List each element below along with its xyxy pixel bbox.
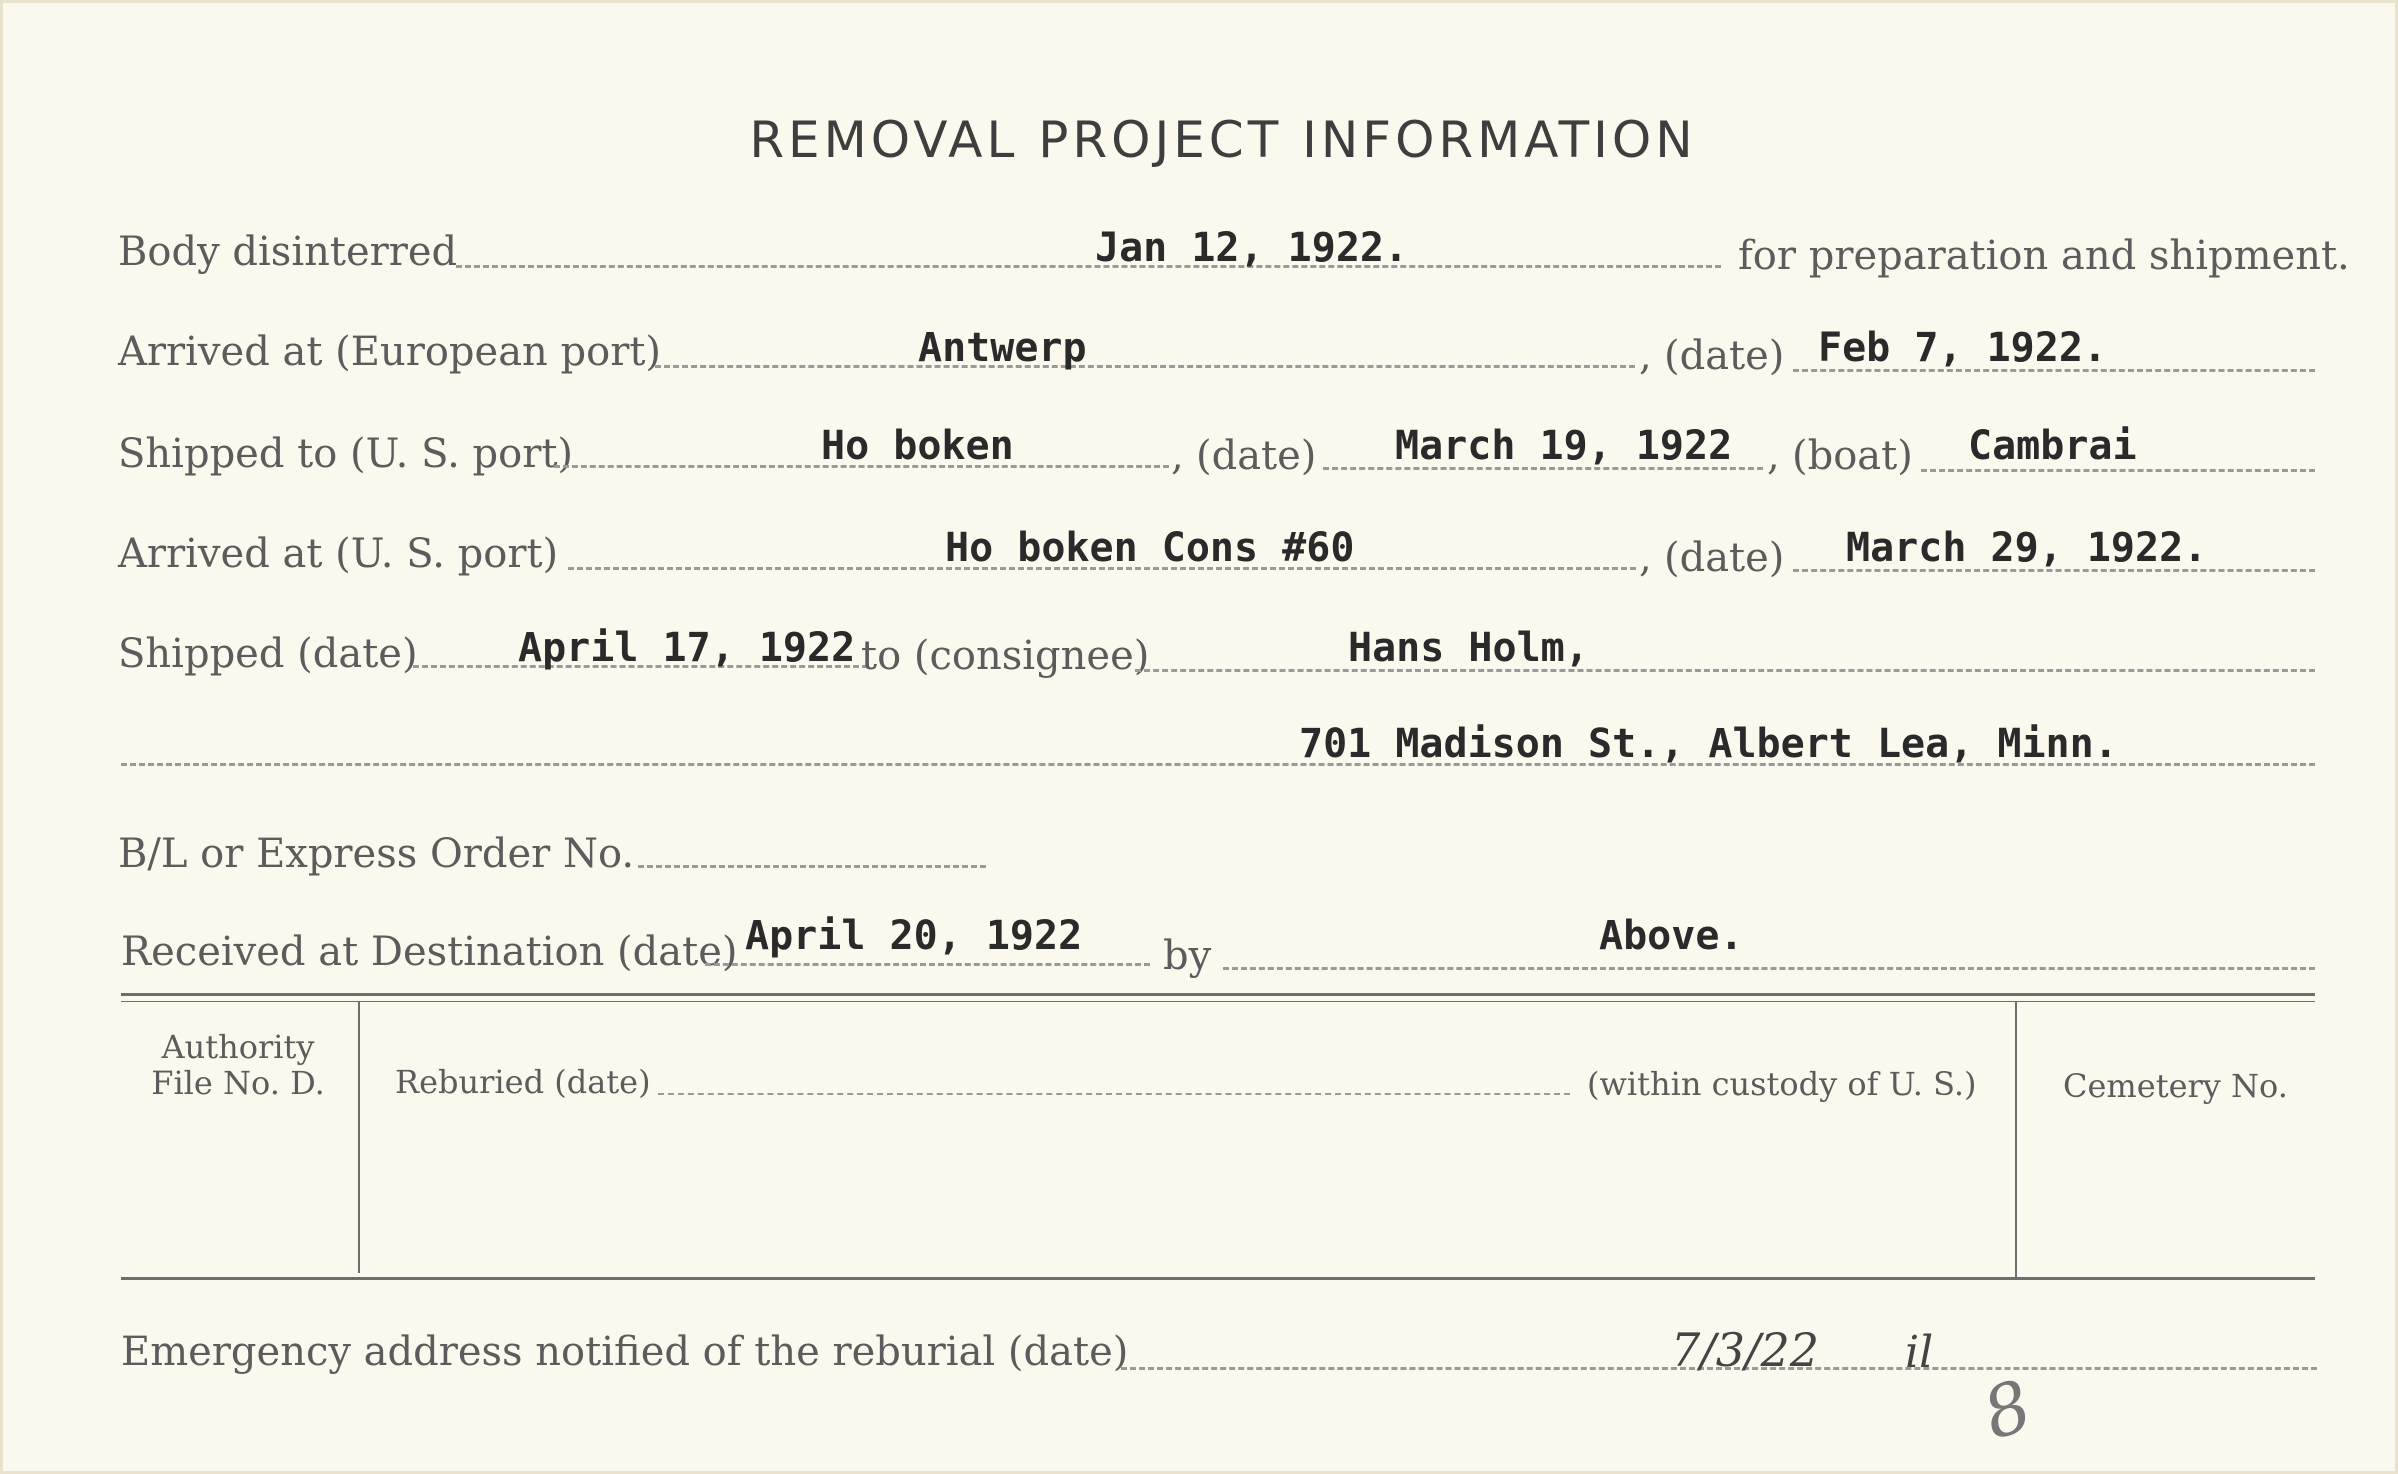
label-date: (date) <box>1664 535 1785 581</box>
comma: , <box>1639 535 1652 581</box>
label-date: (date) <box>1196 433 1317 479</box>
label-emergency: Emergency address notified of the reburial (date) <box>121 1329 1129 1375</box>
value-shipped-date: March 19, 1922 <box>1395 423 1733 469</box>
label-date: (date) <box>1664 333 1785 379</box>
label-to-consignee: to (consignee) <box>861 633 1150 679</box>
value-emergency-date: 7/3/22 <box>1671 1323 1820 1377</box>
divider-vertical-right <box>2015 1001 2017 1279</box>
divider-bottom <box>121 1277 2315 1280</box>
value-arrived-date: March 29, 1922. <box>1846 525 2208 571</box>
label-bl-order: B/L or Express Order No. <box>118 831 635 877</box>
divider-top <box>121 993 2315 996</box>
dotted-line <box>638 865 986 868</box>
label-authority-file: Authority File No. D. <box>151 1028 325 1102</box>
dotted-line <box>456 265 1721 268</box>
card-title: REMOVAL PROJECT INFORMATION <box>749 111 1697 169</box>
label-boat: (boat) <box>1792 433 1913 479</box>
value-received-by: Above. <box>1599 913 1744 959</box>
label-shipped-date: Shipped (date) <box>118 631 418 677</box>
label-cemetery-no: Cemetery No. <box>2063 1067 2288 1105</box>
divider-top-thin <box>121 1001 2315 1002</box>
value-shipped-consignee-date: April 17, 1922 <box>518 625 856 671</box>
label-shipped-to: Shipped to (U. S. port) <box>118 431 573 477</box>
dotted-line <box>1223 967 2315 970</box>
value-received-date: April 20, 1922 <box>745 913 1083 959</box>
dotted-line <box>1921 469 2315 472</box>
value-consignee: Hans Holm, <box>1348 625 1589 671</box>
handwritten-mark: 8 <box>1973 1364 2042 1456</box>
label-received-dest: Received at Destination (date) <box>121 929 738 975</box>
comma: , <box>1171 433 1184 479</box>
comma: , <box>1767 433 1780 479</box>
dotted-line <box>1135 669 2315 672</box>
label-within-custody: (within custody of U. S.) <box>1587 1065 1977 1103</box>
value-us-port-shipped: Ho boken <box>821 423 1014 469</box>
label-arrived-european: Arrived at (European port) <box>118 329 662 375</box>
dotted-line <box>655 365 1635 368</box>
value-us-port-arrived: Ho boken Cons #60 <box>945 525 1355 571</box>
dotted-line <box>658 1093 1570 1095</box>
label-by: by <box>1163 933 1212 979</box>
label-reburied: Reburied (date) <box>395 1063 651 1101</box>
value-consignee-address: 701 Madison St., Albert Lea, Minn. <box>1299 721 2118 767</box>
dotted-line <box>705 963 1150 966</box>
value-disinterred-date: Jan 12, 1922. <box>1095 225 1409 271</box>
label-body-disinterred: Body disinterred <box>118 229 458 275</box>
comma: , <box>1639 333 1652 379</box>
value-boat: Cambrai <box>1968 423 2137 469</box>
value-european-port: Antwerp <box>918 325 1087 371</box>
divider-vertical-left <box>358 1001 360 1273</box>
label-arrived-us: Arrived at (U. S. port) <box>118 531 559 577</box>
label-for-preparation: for preparation and shipment. <box>1738 233 2350 279</box>
value-european-date: Feb 7, 1922. <box>1818 325 2107 371</box>
value-emergency-initials: il <box>1905 1327 1934 1378</box>
